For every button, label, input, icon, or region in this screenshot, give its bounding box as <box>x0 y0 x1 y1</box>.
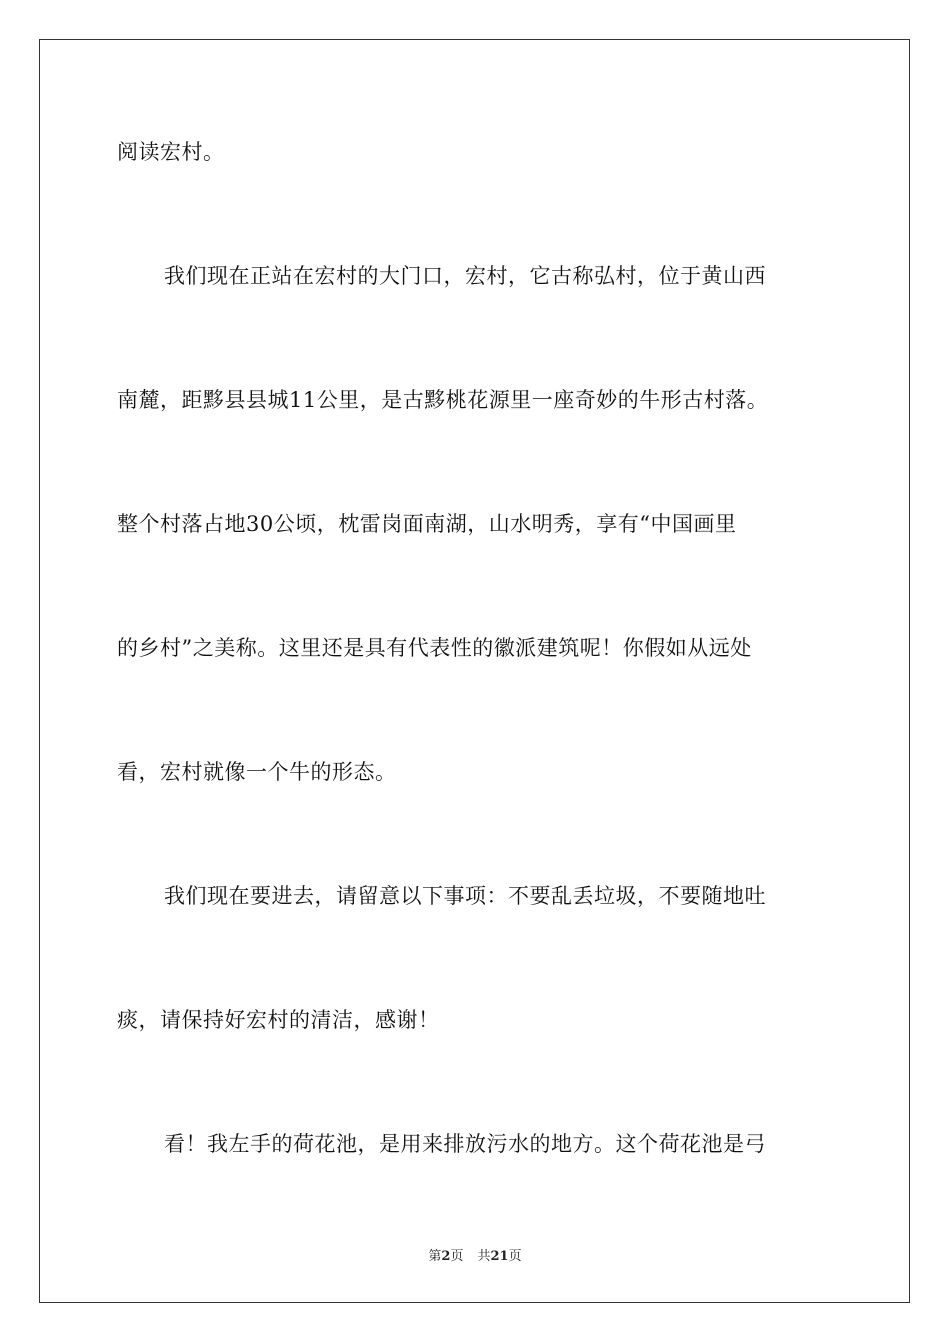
page-border <box>39 39 910 1303</box>
paragraph-line-2: 我们现在正站在宏村的大门口，宏村，它古称弘村，位于黄山西 <box>164 264 766 288</box>
paragraph-line-7: 我们现在要进去，请留意以下事项：不要乱丢垃圾，不要随地吐 <box>164 884 766 908</box>
page-footer <box>0 1245 950 1264</box>
paragraph-line-5: 的乡村”之美称。这里还是具有代表性的徽派建筑呢！你假如从远处 <box>117 636 752 660</box>
paragraph-line-4: 整个村落占地30公顷，枕雷岗面南湖，山水明秀，享有“中国画里 <box>117 512 737 536</box>
paragraph-line-3: 南麓，距黟县县城11公里，是古黟桃花源里一座奇妙的牛形古村落。 <box>117 388 769 412</box>
page-number: 第2页 <box>428 1249 464 1264</box>
paragraph-line-8: 痰，请保持好宏村的清洁，感谢！ <box>117 1008 440 1032</box>
paragraph-line-1: 阅读宏村。 <box>117 140 225 164</box>
page-total: 共21页 <box>477 1249 522 1264</box>
paragraph-line-9: 看！我左手的荷花池，是用来排放污水的地方。这个荷花池是弓 <box>164 1132 766 1156</box>
paragraph-line-6: 看，宏村就像一个牛的形态。 <box>117 760 397 784</box>
